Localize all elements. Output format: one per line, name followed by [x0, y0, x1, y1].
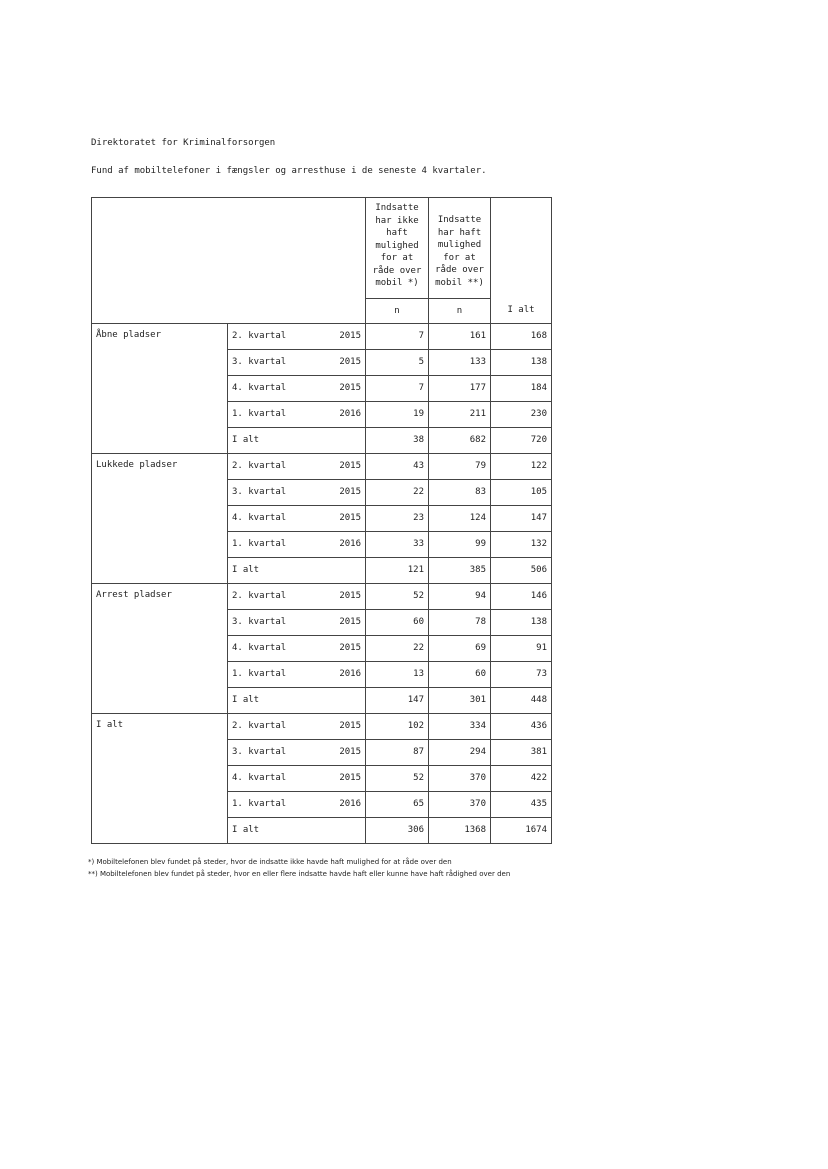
- value-total: 91: [491, 635, 552, 661]
- value-no-access: 33: [366, 531, 429, 557]
- organization-name: Direktoratet for Kriminalforsorgen: [91, 138, 276, 148]
- value-no-access: 147: [366, 687, 429, 713]
- value-total: 184: [491, 375, 552, 401]
- header-line: haft: [386, 228, 408, 238]
- value-no-access: 38: [366, 427, 429, 453]
- quarter-label: I alt: [232, 825, 260, 835]
- year-label: 2015: [339, 643, 361, 653]
- value-no-access: 22: [366, 635, 429, 661]
- quarter-label: 3. kvartal: [232, 357, 287, 367]
- value-total: 122: [491, 453, 552, 479]
- table-row: [92, 713, 552, 739]
- quarter-label: 2. kvartal: [232, 331, 287, 341]
- header-line: Indsatte: [375, 203, 419, 213]
- value-total: 720: [491, 427, 552, 453]
- quarter-label: 4. kvartal: [232, 383, 287, 393]
- value-had-access: 294: [429, 739, 491, 765]
- period-cell: [228, 739, 366, 765]
- year-label: 2016: [339, 669, 361, 679]
- value-had-access: 370: [429, 791, 491, 817]
- footnote-1: *) Mobiltelefonen blev fundet på steder, hvor de indsatte ikke havde haft mulighed for at råde over den: [88, 858, 452, 866]
- period-cell: [228, 817, 366, 843]
- period-cell: [228, 583, 366, 609]
- group-label: Åbne pladser: [92, 323, 228, 453]
- quarter-label: 1. kvartal: [232, 409, 287, 419]
- quarter-label: 3. kvartal: [232, 617, 287, 627]
- year-label: 2015: [339, 617, 361, 627]
- value-had-access: 78: [429, 609, 491, 635]
- table-body: [92, 323, 552, 843]
- value-had-access: 79: [429, 453, 491, 479]
- value-had-access: 60: [429, 661, 491, 687]
- header-line: Indsatte: [437, 215, 482, 225]
- period-cell: [228, 765, 366, 791]
- table-row: [92, 583, 552, 609]
- period-cell: [228, 479, 366, 505]
- value-had-access: 334: [429, 713, 491, 739]
- period-cell: [228, 635, 366, 661]
- value-total: 138: [491, 609, 552, 635]
- year-label: 2015: [339, 383, 361, 393]
- value-total: 138: [491, 349, 552, 375]
- header-line: råde over: [372, 265, 422, 276]
- table-row: [92, 323, 552, 349]
- quarter-label: 2. kvartal: [232, 591, 287, 601]
- value-no-access: 102: [366, 713, 429, 739]
- footnote-2: **) Mobiltelefonen blev fundet på steder, hvor en eller flere indsatte havde haft eller kunne have haft rådighed over den: [88, 870, 511, 878]
- value-no-access: 23: [366, 505, 429, 531]
- year-label: 2015: [339, 591, 361, 601]
- value-total: 448: [491, 687, 552, 713]
- value-had-access: 99: [429, 531, 491, 557]
- value-had-access: 83: [429, 479, 491, 505]
- period-cell: [228, 557, 366, 583]
- period-cell: [228, 401, 366, 427]
- quarter-label: 4. kvartal: [232, 773, 287, 783]
- value-total: 436: [491, 713, 552, 739]
- header-line: har ikke: [375, 215, 419, 226]
- value-had-access: 69: [429, 635, 491, 661]
- header-total: [491, 198, 552, 324]
- header-line: for at: [443, 252, 476, 263]
- value-had-access: 1368: [429, 817, 491, 843]
- period-cell: [228, 349, 366, 375]
- header-line: mobil *): [375, 278, 419, 288]
- quarter-label: 2. kvartal: [232, 461, 287, 471]
- value-no-access: 306: [366, 817, 429, 843]
- quarter-label: 1. kvartal: [232, 669, 287, 679]
- period-cell: [228, 427, 366, 453]
- period-cell: [228, 609, 366, 635]
- value-total: 73: [491, 661, 552, 687]
- quarter-label: I alt: [232, 695, 260, 705]
- value-no-access: 7: [366, 375, 429, 401]
- report-title: Fund af mobiltelefoner i fængsler og arresthuse i de seneste 4 kvartaler.: [91, 166, 487, 176]
- value-had-access: 133: [429, 349, 491, 375]
- quarter-label: 3. kvartal: [232, 747, 287, 757]
- value-had-access: 124: [429, 505, 491, 531]
- subheader-row: [92, 298, 552, 323]
- period-cell: [228, 505, 366, 531]
- value-no-access: 65: [366, 791, 429, 817]
- header-had-access: [429, 198, 491, 299]
- year-label: 2015: [339, 331, 361, 341]
- header-line: for at: [380, 253, 414, 263]
- year-label: 2015: [339, 487, 361, 497]
- value-had-access: 370: [429, 765, 491, 791]
- subheader-n: n: [429, 298, 491, 323]
- header-line: råde over: [435, 265, 484, 275]
- value-total: 168: [491, 323, 552, 349]
- value-had-access: 385: [429, 557, 491, 583]
- year-label: 2015: [339, 461, 361, 471]
- value-no-access: 13: [366, 661, 429, 687]
- year-label: 2015: [339, 773, 361, 783]
- value-no-access: 22: [366, 479, 429, 505]
- quarter-label: 3. kvartal: [232, 487, 287, 497]
- year-label: 2016: [339, 409, 361, 419]
- value-no-access: 7: [366, 323, 429, 349]
- quarter-label: 2. kvartal: [232, 721, 287, 731]
- group-label: I alt: [92, 713, 228, 843]
- value-no-access: 52: [366, 765, 429, 791]
- period-cell: [228, 323, 366, 349]
- period-cell: [228, 453, 366, 479]
- value-total: 506: [491, 557, 552, 583]
- year-label: 2015: [339, 513, 361, 523]
- header-row: [92, 198, 552, 299]
- value-total: 132: [491, 531, 552, 557]
- header-total-label: I alt: [507, 305, 535, 315]
- year-label: 2015: [339, 747, 361, 757]
- year-label: 2016: [339, 799, 361, 809]
- subheader-n: n: [366, 298, 429, 323]
- value-no-access: 52: [366, 583, 429, 609]
- value-total: 105: [491, 479, 552, 505]
- value-no-access: 5: [366, 349, 429, 375]
- period-cell: [228, 687, 366, 713]
- header-line: mobil **): [435, 277, 484, 288]
- value-no-access: 19: [366, 401, 429, 427]
- value-total: 147: [491, 505, 552, 531]
- period-cell: [228, 713, 366, 739]
- header-blank-cell: [92, 198, 366, 299]
- value-total: 1674: [491, 817, 552, 843]
- mobile-finds-table: [91, 197, 552, 844]
- value-total: 422: [491, 765, 552, 791]
- year-label: 2016: [339, 539, 361, 549]
- value-had-access: 211: [429, 401, 491, 427]
- quarter-label: 4. kvartal: [232, 513, 287, 523]
- value-had-access: 682: [429, 427, 491, 453]
- quarter-label: 1. kvartal: [232, 539, 287, 549]
- value-had-access: 161: [429, 323, 491, 349]
- quarter-label: I alt: [232, 565, 260, 575]
- value-no-access: 121: [366, 557, 429, 583]
- value-total: 381: [491, 739, 552, 765]
- header-line: mulighed: [375, 240, 419, 251]
- subheader-blank-cell: [92, 298, 366, 323]
- value-total: 230: [491, 401, 552, 427]
- header-line: har haft: [437, 227, 482, 238]
- value-had-access: 301: [429, 687, 491, 713]
- quarter-label: 1. kvartal: [232, 799, 287, 809]
- group-label: Arrest pladser: [92, 583, 228, 713]
- value-had-access: 94: [429, 583, 491, 609]
- value-total: 146: [491, 583, 552, 609]
- value-had-access: 177: [429, 375, 491, 401]
- table-row: [92, 453, 552, 479]
- header-no-access: [366, 198, 429, 299]
- year-label: 2015: [339, 357, 361, 367]
- quarter-label: 4. kvartal: [232, 643, 287, 653]
- year-label: 2015: [339, 721, 361, 731]
- value-no-access: 87: [366, 739, 429, 765]
- value-total: 435: [491, 791, 552, 817]
- period-cell: [228, 375, 366, 401]
- period-cell: [228, 791, 366, 817]
- group-label: Lukkede pladser: [92, 453, 228, 583]
- header-line: mulighed: [437, 240, 482, 250]
- period-cell: [228, 531, 366, 557]
- period-cell: [228, 661, 366, 687]
- value-no-access: 60: [366, 609, 429, 635]
- value-no-access: 43: [366, 453, 429, 479]
- quarter-label: I alt: [232, 435, 260, 445]
